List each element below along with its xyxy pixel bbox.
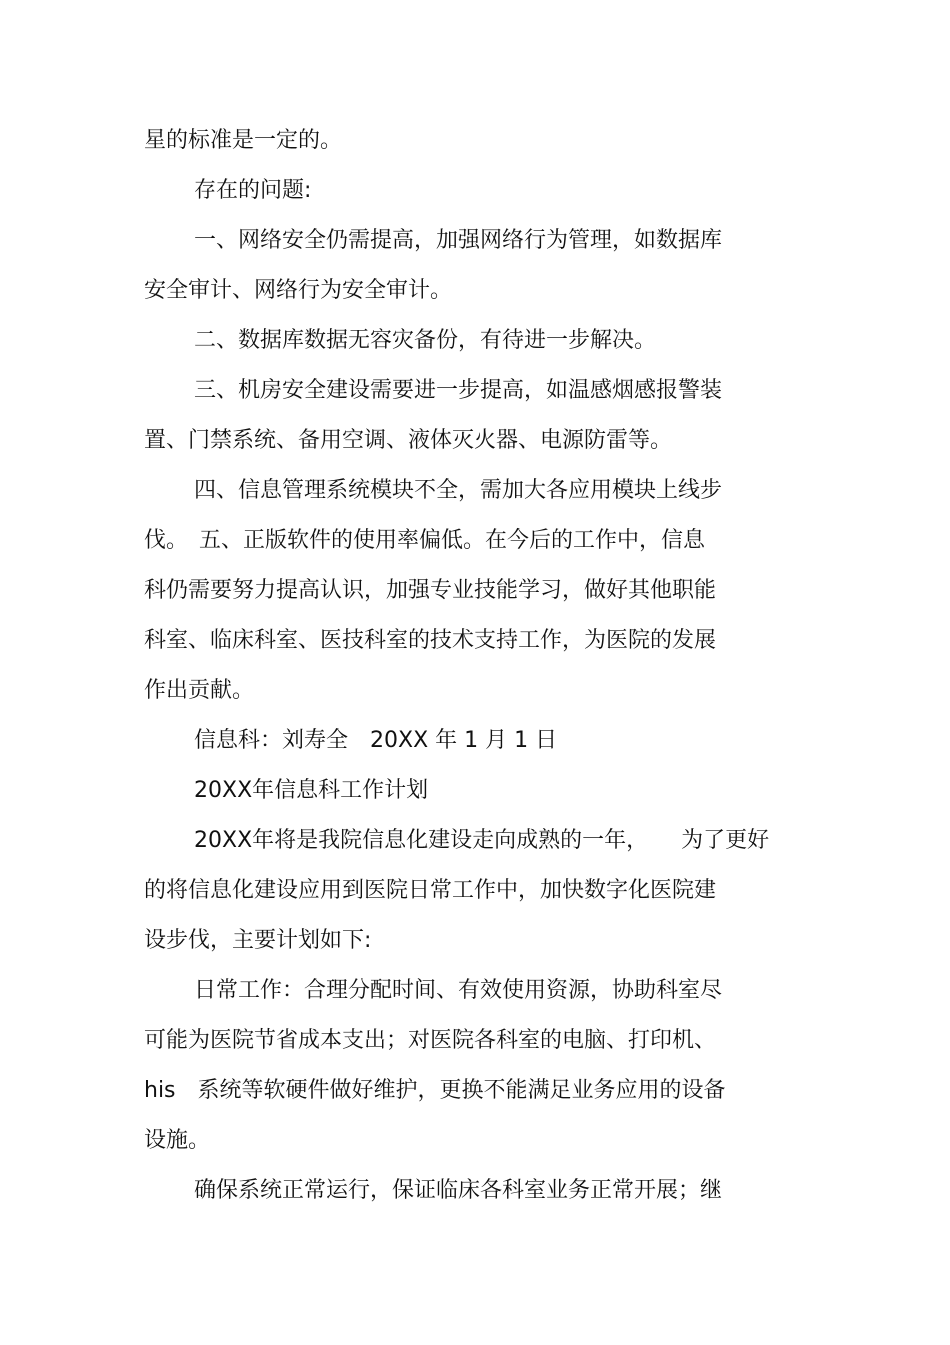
text-line-5: 二、数据库数据无容灾备份，有待进一步解决。 (194, 328, 657, 353)
text-line-22: 确保系统正常运行，保证临床各科室业务正常开展；继 (194, 1178, 723, 1203)
text-line-10: 科仍需要努力提高认识，加强专业技能学习，做好其他职能 (144, 578, 717, 603)
text-line-17: 设步伐，主要计划如下: (144, 928, 372, 953)
text-line-19: 可能为医院节省成本支出；对医院各科室的电脑、打印机、 (144, 1028, 717, 1053)
text-line-11: 科室、临床科室、医技科室的技术支持工作，为医院的发展 (144, 628, 717, 653)
text-line-15: 20XX年将是我院信息化建设走向成熟的一年， 为了更好 (194, 828, 770, 853)
text-line-16: 的将信息化建设应用到医院日常工作中，加快数字化医院建 (144, 878, 717, 903)
text-line-1: 星的标准是一定的。 (144, 128, 343, 153)
text-line-21: 设施。 (144, 1128, 211, 1153)
text-line-8: 四、信息管理系统模块不全，需加大各应用模块上线步 (194, 478, 723, 503)
text-line-2: 存在的问题: (194, 178, 312, 203)
text-line-3: 一、网络安全仍需提高，加强网络行为管理，如数据库 (194, 228, 723, 253)
text-line-6: 三、机房安全建设需要进一步提高，如温感烟感报警装 (194, 378, 723, 403)
text-line-18: 日常工作：合理分配时间、有效使用资源，协助科室尽 (194, 978, 723, 1003)
section-title: 20XX年信息科工作计划 (194, 778, 429, 803)
text-line-20: his 系统等软硬件做好维护，更换不能满足业务应用的设备 (144, 1078, 726, 1103)
text-line-12: 作出贡献。 (144, 678, 255, 703)
text-line-9: 伐。 五、正版软件的使用率偏低。在今后的工作中，信息 (144, 528, 706, 553)
signature-line: 信息科：刘寿全 20XX 年 1 月 1 日 (194, 728, 558, 753)
text-line-7: 置、门禁系统、备用空调、液体灭火器、电源防雷等。 (144, 428, 673, 453)
text-line-4: 安全审计、网络行为安全审计。 (144, 278, 453, 303)
